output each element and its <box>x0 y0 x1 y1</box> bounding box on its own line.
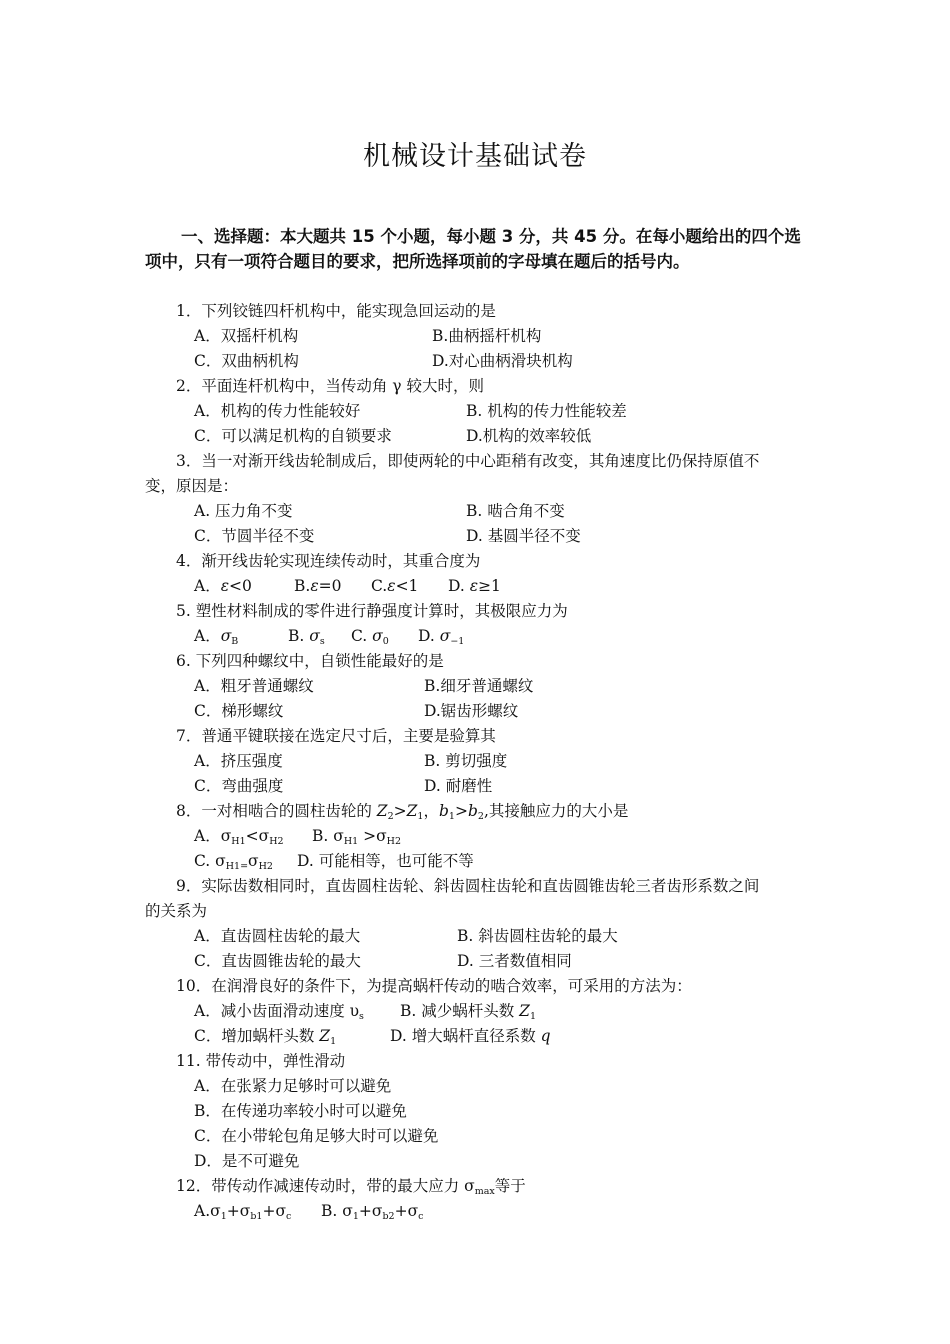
question-8-option-b: B. $\sigma_{H1} >\sigma_{H2}$ <box>312 827 402 847</box>
question-3-option-c: C．节圆半径不变 <box>194 527 315 545</box>
question-5-option-d: D. $\sigma_{-1}$ <box>418 627 465 647</box>
question-1-option-b: B.曲柄摇杆机构 <box>432 327 542 345</box>
question-2-option-b: B. 机构的传力性能较差 <box>466 402 627 420</box>
question-8-option-a: A．$\sigma_{H1}<\sigma_{H2}$ <box>194 827 284 847</box>
question-4-option-a: A．ε<0 <box>194 577 252 595</box>
question-10-option-d: D. 增大蜗杆直径系数 q <box>390 1027 551 1045</box>
question-7-option-b: B. 剪切强度 <box>424 752 508 770</box>
question-6-option-d: D.锯齿形螺纹 <box>424 702 519 720</box>
question-10-option-a: A．减小齿面滑动速度 $\upsilon_s$ <box>194 1002 364 1022</box>
question-1-stem: 1．下列铰链四杆机构中，能实现急回运动的是 <box>176 302 496 320</box>
question-7-option-a: A．挤压强度 <box>194 752 283 770</box>
question-1-option-d: D.对心曲柄滑块机构 <box>432 352 573 370</box>
question-11-option-c: C．在小带轮包角足够大时可以避免 <box>194 1127 439 1145</box>
question-10-stem: 10．在润滑良好的条件下，为提高蜗杆传动的啮合效率，可采用的方法为： <box>176 977 692 995</box>
question-4-option-c: C.ε<1 <box>371 577 419 595</box>
question-12-option-a: $A.\sigma_1+\sigma_{b1}+\sigma_c$ <box>194 1202 292 1222</box>
question-11-option-a: A．在张紧力足够时可以避免 <box>194 1077 392 1095</box>
question-11-stem: 11. 带传动中，弹性滑动 <box>176 1052 346 1070</box>
question-9-option-a: A．直齿圆柱齿轮的最大 <box>194 927 361 945</box>
question-3-option-a: A. 压力角不变 <box>194 502 293 520</box>
question-3-stem: 3．当一对渐开线齿轮制成后，即使两轮的中心距稍有改变，其角速度比仍保持原值不 <box>176 452 760 470</box>
question-4-option-b: B.ε=0 <box>294 577 342 595</box>
question-5-option-c: C. $\sigma_0$ <box>351 627 389 647</box>
question-3-stem-continued: 变，原因是： <box>145 477 239 495</box>
question-9-option-c: C．直齿圆锥齿轮的最大 <box>194 952 361 970</box>
question-9-stem-continued: 的关系为 <box>145 902 208 920</box>
question-4-option-d: D. ε≥1 <box>448 577 501 595</box>
question-5-stem: 5. 塑性材料制成的零件进行静强度计算时，其极限应力为 <box>176 602 568 620</box>
question-9-option-b: B. 斜齿圆柱齿轮的最大 <box>457 927 618 945</box>
question-10-option-c: C．增加蜗杆头数 $Z_1$ <box>194 1027 337 1047</box>
question-5-option-b: B. $\sigma_s$ <box>288 627 325 647</box>
section-1-instructions: 一、选择题：本大题共 15 个小题，每小题 3 分，共 45 分。在每小题给出的四个选项中，只有一项符合题目的要求，把所选择项前的字母填在题后的括号内。 <box>145 227 801 271</box>
question-10-option-b: B. 减少蜗杆头数 $Z_1$ <box>400 1002 536 1022</box>
page-title: 机械设计基础试卷 <box>363 141 587 172</box>
question-6-option-b: B.细牙普通螺纹 <box>424 677 534 695</box>
question-9-stem: 9．实际齿数相同时，直齿圆柱齿轮、斜齿圆柱齿轮和直齿圆锥齿轮三者齿形系数之间 <box>176 877 760 895</box>
question-12-stem: 12．带传动作减速传动时，带的最大应力 $\sigma_{max}$等于 <box>176 1177 526 1197</box>
question-1-option-c: C．双曲柄机构 <box>194 352 299 370</box>
question-6-option-a: A．粗牙普通螺纹 <box>194 677 314 695</box>
question-1-option-a: A．双摇杆机构 <box>194 327 299 345</box>
question-6-option-c: C．梯形螺纹 <box>194 702 284 720</box>
question-5-option-a: A．$\sigma_B$ <box>194 627 239 647</box>
question-2-option-d: D.机构的效率较低 <box>466 427 592 445</box>
question-4-stem: 4．渐开线齿轮实现连续传动时，其重合度为 <box>176 552 481 570</box>
question-8-option-d: D. 可能相等，也可能不等 <box>297 852 474 870</box>
question-2-option-c: C．可以满足机构的自锁要求 <box>194 427 392 445</box>
question-11-option-b: B．在传递功率较小时可以避免 <box>194 1102 407 1120</box>
question-12-option-b: B. $\sigma_1+\sigma_{b2}+\sigma_c$ <box>321 1202 424 1222</box>
question-6-stem: 6. 下列四种螺纹中，自锁性能最好的是 <box>176 652 444 670</box>
question-7-option-d: D. 耐磨性 <box>424 777 493 795</box>
question-7-stem: 7．普通平键联接在选定尺寸后，主要是验算其 <box>176 727 496 745</box>
question-11-option-d: D．是不可避免 <box>194 1152 300 1170</box>
question-8-option-c: C. $\sigma_{H1=}\sigma_{H2}$ <box>194 852 273 872</box>
question-8-stem: 8．一对相啮合的圆柱齿轮的 $Z_2>Z_1$，$b_1>b_2$,其接触应力的大小是 <box>176 802 629 822</box>
question-2-option-a: A．机构的传力性能较好 <box>194 402 361 420</box>
question-9-option-d: D. 三者数值相同 <box>457 952 572 970</box>
question-3-option-d: D. 基圆半径不变 <box>466 527 581 545</box>
question-3-option-b: B. 啮合角不变 <box>466 502 565 520</box>
question-7-option-c: C．弯曲强度 <box>194 777 284 795</box>
question-2-stem: 2．平面连杆机构中，当传动角 γ 较大时，则 <box>176 377 484 395</box>
